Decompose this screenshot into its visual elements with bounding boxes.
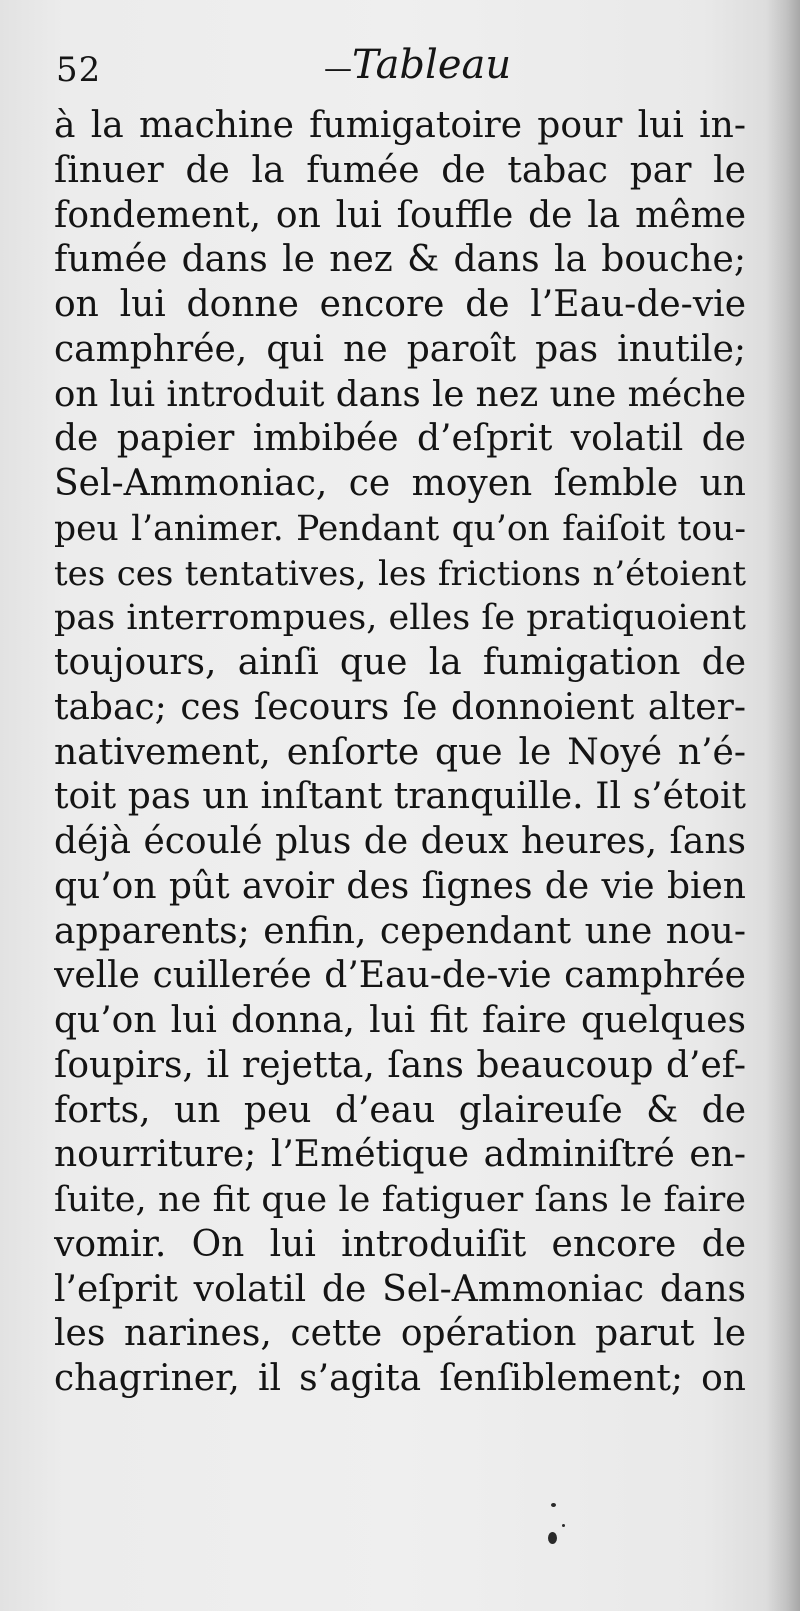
text-line: ſinuer de la fumée de tabac par le	[54, 149, 746, 191]
text-line: nourriture; l’Emétique adminiſtré en-	[54, 1134, 746, 1176]
text-line: chagriner, il s’agita ſenſiblement; on	[54, 1358, 746, 1399]
running-title-dash: —	[324, 51, 352, 85]
text-line: ſoupirs, il rejetta, ſans beaucoup d’ef-	[54, 1044, 746, 1086]
text-line: l’eſprit volatil de Sel-Ammoniac dans	[54, 1268, 746, 1310]
text-line: les narines, cette opération parut le	[54, 1313, 746, 1355]
running-title	[324, 42, 511, 88]
text-line: qu’on lui donna, lui fit faire quelques	[54, 1000, 746, 1041]
text-line: tes ces tentatives, les frictions n’étoient	[54, 553, 746, 594]
text-line: peu l’animer. Pendant qu’on faiſoit tou-	[54, 508, 746, 549]
text-line: fumée dans le nez & dans la bouche;	[54, 239, 746, 281]
page-fold-shadow	[766, 0, 800, 1611]
ink-speck	[548, 1532, 557, 1544]
text-line: on lui introduit dans le nez une méche	[54, 373, 746, 415]
text-line: fondement, on lui ſouffle de la même	[54, 194, 746, 236]
text-line: forts, un peu d’eau glaireuſe & de	[54, 1089, 746, 1131]
text-line: de papier imbibée d’eſprit volatil de	[54, 418, 746, 460]
ink-speck	[562, 1524, 565, 1527]
running-title-text: Tableau	[352, 42, 512, 88]
text-line: pas interrompues, elles ſe pratiquoient	[54, 598, 746, 639]
text-line: tabac; ces ſecours ſe donnoient alter-	[54, 686, 746, 728]
text-line: déjà écoulé plus de deux heures, ſans	[54, 821, 746, 862]
text-line: ſuite, ne fit que le fatiguer ſans le faire	[54, 1180, 746, 1220]
ink-speck	[551, 1503, 556, 1507]
text-line: camphrée, qui ne paroît pas inutile;	[54, 328, 746, 370]
text-line: à la machine fumigatoire pour lui in-	[54, 105, 746, 146]
running-head	[56, 40, 756, 100]
text-line: velle cuillerée d’Eau-de-vie camphrée	[54, 955, 746, 997]
text-line: nativement, enſorte que le Noyé n’é-	[54, 731, 746, 773]
text-line: toit pas un inſtant tranquille. Il s’étoit	[54, 776, 746, 818]
body-text	[54, 104, 746, 1402]
text-line: apparents; enfin, cependant une nou-	[54, 910, 746, 952]
text-line: Sel-Ammoniac, ce moyen ſemble un	[54, 463, 746, 504]
page-number: 52	[56, 50, 102, 90]
text-line: on lui donne encore de l’Eau-de-vie	[54, 284, 746, 325]
text-line: toujours, ainſi que la fumigation de	[54, 642, 746, 683]
text-line: vomir. On lui introduiſit encore de	[54, 1223, 746, 1265]
text-line: qu’on pût avoir des ſignes de vie bien	[54, 865, 746, 907]
